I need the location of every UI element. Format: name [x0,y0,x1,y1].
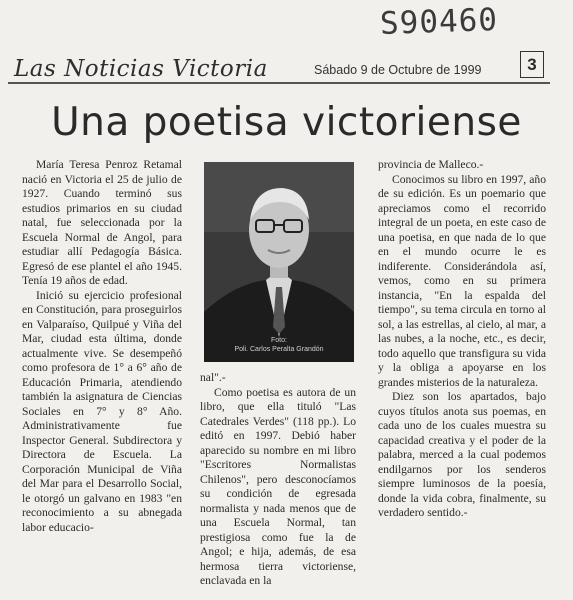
photo-caption-line: Poli. Carlos Peralta Grandón [234,346,324,353]
paragraph: provincia de Malleco.- [378,158,484,171]
archive-id: S90460 [379,1,499,43]
paragraph: Conocimos su libro en 1997, año de su edición. Es un poemario que apreciamos como el recorrido integral de un poeta, en este caso de una poetisa, en que nada de lo que en el mundo ocurre le es indiferente. Considerándola así, vemos, como en su primera instancia, "En la espalda del tiempo", su tema circula en torno al sol, a las estrellas, al cielo, al mar, a las nubes, a la noche, etc., es decir, todo aquello que transfigura su vida y la obliga a apoyarse en los grandes misterios de la naturaleza. [378,172,546,389]
portrait-photo [204,162,354,362]
column-3 [378,158,546,521]
photo-caption-line: Foto: [271,337,287,344]
publication-date: Sábado 9 de Octubre de 1999 [314,63,482,77]
paragraph: Diez son los apartados, bajo cuyos títulos anota sus poemas, en cada uno de los cuales muestra su capacidad creativa y el poder de la palabra, merced a la cual podemos endilgarnos por los senderos siempre luminosos de la poesía, donde la vida cobra, finalmente, su verdadero sentido.- [378,390,546,519]
photo-caption [204,336,354,354]
page-number: 3 [520,51,544,78]
newspaper-name: Las Noticias Victoria [14,56,268,82]
paragraph: nal".- [200,371,226,384]
column-1 [22,158,182,535]
paragraph: Inició su ejercicio profesional en Constitución, para proseguirlos en Valparaíso, Quilpué y Viña del Mar, ciudad esta última, donde actualmente vive. Se desempeñó como profesora de 1° a 6° año de Educación Primaria, atendiendo también la asignatura de Ciencias Sociales en 7° y 8° Año. Administrativamente fue Inspector General. Subdirectora y Directora de Escuela. La Corporación Municipal de Viña del Mar para el Desarrollo Social, le otorgó un galvano en 1983 "en reconocimiento a su abnegada labor educacio- [22,288,182,534]
paragraph: Como poetisa es autora de un libro, que ella tituló "Las Catedrales Verdes" (118 pp.). Lo editó en 1997. Debió haber aparecido su nombre en mi libro "Escritores Normalistas Chilenos", pero desconocíamos su condición de egresada normalista y nada menos que de una Escuela Normal, tan prestigiosa como fue la de Angol; e hija, además, de esa hermosa tierra victoriense, enclavada en la [200,385,356,587]
column-2 [200,371,356,589]
article-headline: Una poetisa victoriense [51,100,522,145]
portrait-image [204,162,354,362]
masthead-rule [8,82,550,84]
paragraph: María Teresa Penroz Retamal nació en Victoria el 25 de julio de 1927. Cuando terminó sus estudios primarios en su ciudad natal, fue seleccionada por la Escuela Normal de Angol, para estudiar allí Pedagogía Básica. Egresó de ese plantel el año 1945. Tenía 19 años de edad. [22,158,182,287]
